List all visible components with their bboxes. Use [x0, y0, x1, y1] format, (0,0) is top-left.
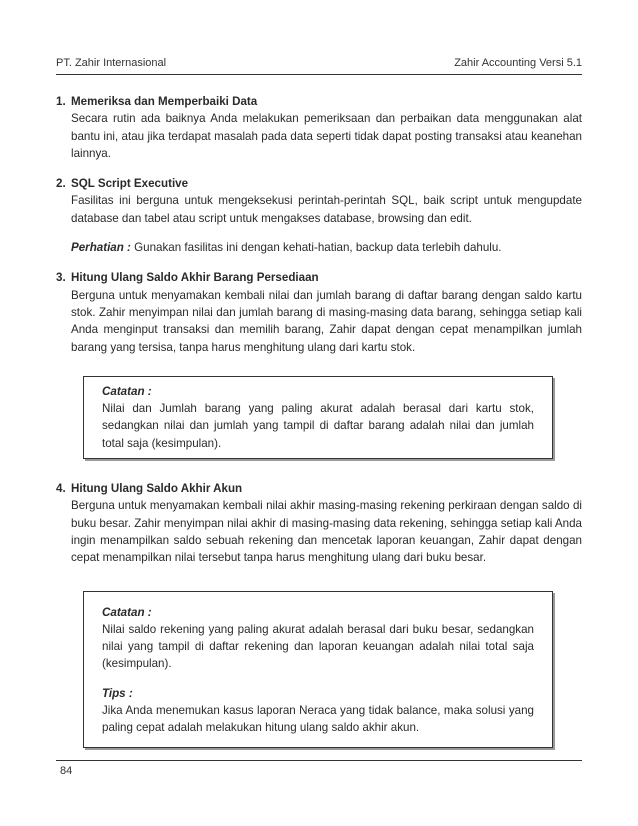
header-company: PT. Zahir Internasional	[56, 57, 167, 69]
note-text: Nilai dan Jumlah barang yang paling akurat adalah berasal dari kartu stok, sedangkan nilai dan jumlah yang tampil di daftar barang adalah nilai dan jumlah total saja (kesimpulan).	[102, 402, 534, 450]
note-box-1	[83, 376, 553, 459]
warning-note	[71, 239, 582, 256]
section-3	[56, 269, 582, 355]
section-title: SQL Script Executive	[71, 177, 189, 191]
page-content	[56, 93, 582, 748]
section-number: 3.	[56, 271, 66, 285]
section-title: Hitung Ulang Saldo Akhir Akun	[71, 482, 243, 496]
section-body: Berguna untuk menyamakan kembali nilai dan jumlah barang di daftar barang dengan saldo kartu stok. Zahir menyimpan nilai dan jumlah barang di masing-masing data barang, sehingga setiap kali Anda menginput transaksi dan memilih barang, Zahir dapat dengan cepat menampilkan jumlah barang yang tersisa, tanpa harus menghitung ulang dari kartu stok.	[71, 288, 582, 354]
section-body: Secara rutin ada baiknya Anda melakukan pemeriksaan dan perbaikan data menggunakan alat bantu ini, atau jika terdapat masalah pada data seperti tidak dapat posting transaksi atau keanehan lainnya.	[71, 112, 582, 160]
note-title: Catatan :	[102, 605, 152, 619]
page-number: 84	[60, 765, 73, 777]
header-product: Zahir Accounting Versi 5.1	[454, 57, 582, 69]
footer-divider	[56, 760, 582, 761]
section-number: 2.	[56, 177, 66, 191]
note-box-2	[83, 591, 553, 748]
section-4	[56, 480, 582, 566]
section-body: Fasilitas ini berguna untuk mengeksekusi perintah-perintah SQL, baik script untuk mengupdate database dan tabel atau script untuk mengakses database, browsing dan edit.	[71, 194, 582, 225]
tips-title: Tips :	[102, 686, 133, 700]
note-title: Catatan :	[102, 384, 152, 398]
section-number: 4.	[56, 482, 66, 496]
section-2	[56, 175, 582, 256]
warning-label: Perhatian :	[71, 241, 131, 255]
section-body: Berguna untuk menyamakan kembali nilai akhir masing-masing rekening perkiraan dengan saldo di buku besar. Zahir menyimpan nilai akhir di masing-masing data rekening, sehingga setiap kali Anda ingin menampilkan saldo sebuah rekening dan mencetak laporan keuangan, Zahir dapat dengan cepat menampilkan nilai tersebut tanpa harus menghitung ulang dari buku besar.	[71, 499, 582, 565]
section-title: Memeriksa dan Memperbaiki Data	[71, 95, 258, 108]
section-title: Hitung Ulang Saldo Akhir Barang Persediaan	[71, 271, 319, 285]
section-number: 1.	[56, 95, 66, 108]
tips-text: Jika Anda menemukan kasus laporan Neraca yang tidak balance, maka solusi yang paling cepat adalah melakukan hitung ulang saldo akhir akun.	[102, 704, 534, 735]
page-header	[56, 57, 582, 69]
header-divider	[56, 74, 582, 75]
warning-text: Gunakan fasilitas ini dengan kehati-hatian, backup data terlebih dahulu.	[130, 241, 502, 255]
note-text: Nilai saldo rekening yang paling akurat adalah berasal dari buku besar, sedangkan nilai yang tampil di daftar rekening dan laporan keuangan adalah nilai total saja (kesimpulan).	[102, 622, 534, 671]
section-1	[56, 93, 582, 162]
